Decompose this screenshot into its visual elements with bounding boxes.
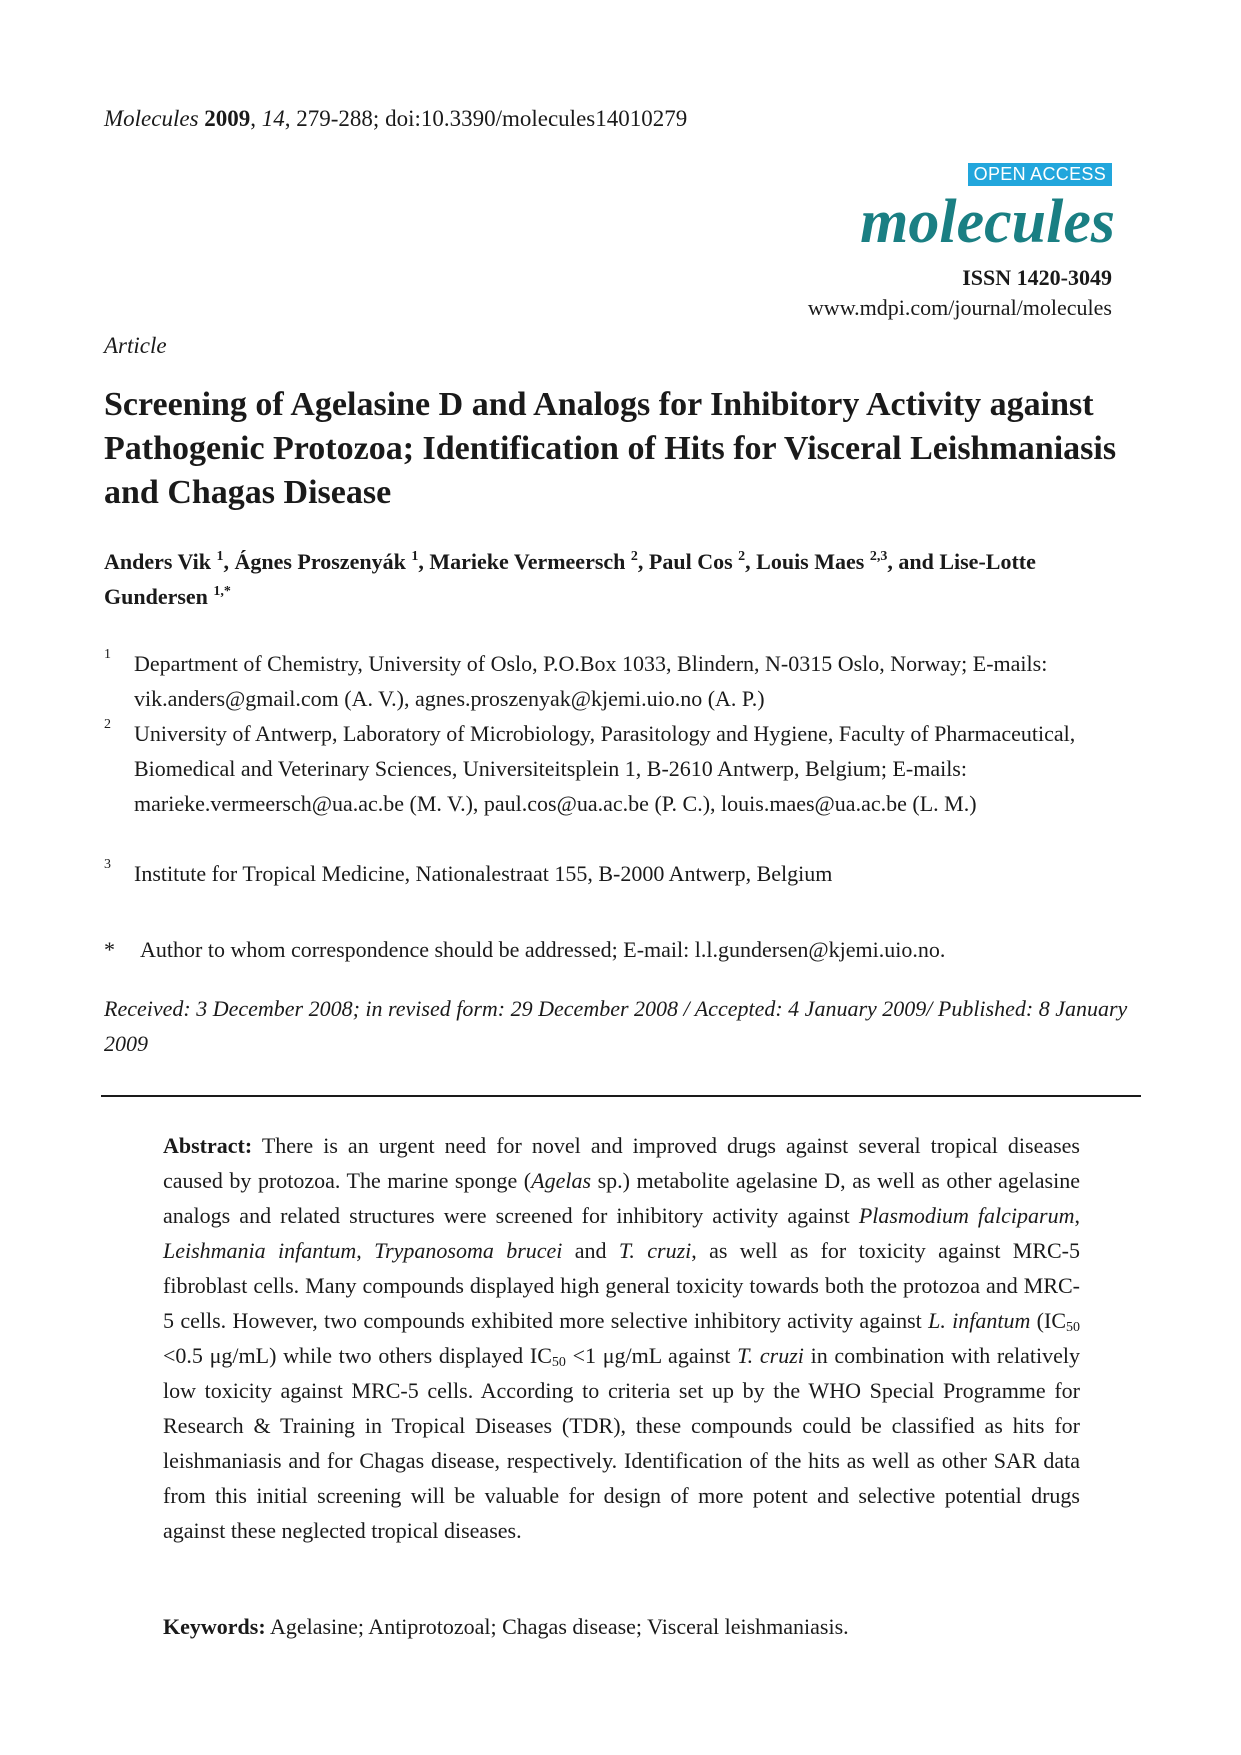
citation-line: Molecules 2009, 14, 279-288; doi:10.3390/molecules14010279 — [104, 106, 688, 131]
abstract-text: in combination with relatively low toxicity against MRC-5 cells. According to criteria set up by the WHO Special Programme for Research & Training in Tropical Diseases (TDR), these compounds could be classified as hits for leishmaniasis and for Chagas disease, respectively. Identification of the hits as well as other SAR data from this initial screening will be valuable for design of more potent and selective potential drugs against these neglected tropical diseases. — [163, 1343, 1080, 1543]
author-name: Ágnes Proszenyák — [234, 549, 406, 574]
affiliation-2 — [104, 716, 1104, 821]
abstract-text: sp.) metabolite agelasine D, as well as other agelasine analogs and related structures were screened for inhibitory activity against — [163, 1168, 1080, 1228]
abstract-text: and — [562, 1238, 619, 1263]
journal-logo-text: molecules — [860, 188, 1115, 256]
keywords — [163, 1612, 1080, 1642]
keywords-label: Keywords: — [163, 1614, 266, 1639]
correspondence-mark: * — [104, 937, 115, 962]
author-affiliation-mark: 1,* — [213, 584, 231, 599]
abstract-text: , as well as for toxicity against MRC-5 fibroblast cells. Many compounds displayed high general toxicity towards both the protozoa and MRC-5 cells. However, two compounds exhibited more selective inhibitory activity against — [163, 1238, 1080, 1333]
issn: ISSN 1420-3049 — [962, 265, 1112, 290]
abstract-subscript: 50 — [551, 1355, 566, 1370]
correspondence-text: Author to whom correspondence should be addressed; E-mail: l.l.gundersen@kjemi.uio.no. — [140, 937, 946, 962]
article-type: Article — [104, 333, 167, 358]
author-name: Louis Maes — [756, 549, 865, 574]
author-separator: , — [223, 549, 235, 574]
abstract — [163, 1128, 1080, 1548]
author-affiliation-mark: 2 — [630, 549, 638, 564]
affiliation-text: University of Antwerp, Laboratory of Microbiology, Parasitology and Hygiene, Faculty of Pharmaceutical, Biomedical and Veterinary Sciences, Universiteitsplein 1, B-2610 Antwerp, Belgium; E-mails: marieke.vermeersch@ua.ac.be (M. V.), paul.cos@ua.ac.be (P. C.), louis.maes@ua.ac.be (L. M.) — [134, 721, 1076, 816]
keywords-text: Agelasine; Antiprotozoal; Chagas disease; Visceral leishmaniasis. — [265, 1614, 849, 1639]
abstract-label: Abstract: — [163, 1133, 253, 1158]
header-divider — [101, 1095, 1141, 1097]
abstract-text: There is an urgent need for novel and improved drugs against several tropical diseases caused by protozoa. The marine sponge ( — [163, 1133, 1080, 1193]
author-name: Lise-Lotte Gundersen — [104, 549, 1036, 609]
citation-volume: 14 — [261, 106, 285, 131]
publication-dates: Received: 3 December 2008; in revised form: 29 December 2008 / Accepted: 4 January 2009/ Published: 8 January 2009 — [104, 996, 1128, 1056]
author-affiliation-mark: 2 — [738, 549, 746, 564]
abstract-species: T. cruzi — [737, 1343, 804, 1368]
citation-journal: Molecules — [104, 106, 199, 131]
abstract-text: (IC — [1030, 1308, 1067, 1333]
affiliation-number: 2 — [104, 717, 111, 732]
author-name: Marieke Vermeersch — [429, 549, 626, 574]
abstract-species: L. infantum — [928, 1308, 1031, 1333]
affiliation-text: Institute for Tropical Medicine, Nationalestraat 155, B-2000 Antwerp, Belgium — [134, 861, 833, 886]
author-separator: , — [745, 549, 757, 574]
abstract-text: <1 μg/mL against — [565, 1343, 738, 1368]
affiliation-1 — [104, 646, 1104, 716]
affiliation-3 — [104, 856, 1104, 891]
citation-pages-doi: , 279-288; doi:10.3390/molecules14010279 — [284, 106, 688, 131]
author-affiliation-mark: 2,3 — [869, 549, 888, 564]
author-name: Anders Vik — [104, 549, 211, 574]
abstract-species: Leishmania infantum — [163, 1238, 357, 1263]
abstract-species: Plasmodium falciparum — [858, 1203, 1075, 1228]
abstract-species: Trypanosoma brucei — [374, 1238, 563, 1263]
affiliation-number: 3 — [104, 857, 111, 872]
author-separator: , and — [887, 549, 940, 574]
citation-year: 2009 — [204, 106, 251, 131]
author-separator: , — [418, 549, 430, 574]
abstract-species: T. cruzi — [618, 1238, 692, 1263]
correspondence-note — [104, 935, 1144, 965]
journal-url: www.mdpi.com/journal/molecules — [807, 295, 1112, 320]
affiliation-text: Department of Chemistry, University of Oslo, P.O.Box 1033, Blindern, N-0315 Oslo, Norway; E-mails: vik.anders@gmail.com (A. V.), agnes.proszenyak@kjemi.uio.no (A. P.) — [134, 651, 1048, 711]
author-list — [104, 544, 1134, 614]
paper-title: Screening of Agelasine D and Analogs for Inhibitory Activity against Pathogenic Protozoa; Identification of Hits for Visceral Leishmaniasis and Chagas Disease — [104, 386, 1117, 511]
abstract-text: <0.5 μg/mL) while two others displayed IC — [163, 1343, 552, 1368]
author-separator: , — [637, 549, 649, 574]
affiliation-number: 1 — [104, 647, 111, 662]
author-affiliation-mark: 1 — [216, 549, 224, 564]
open-access-badge: OPEN ACCESS — [968, 163, 1112, 186]
author-affiliation-mark: 1 — [411, 549, 419, 564]
abstract-species: Agelas — [531, 1168, 592, 1193]
abstract-subscript: 50 — [1066, 1320, 1081, 1335]
author-name: Paul Cos — [648, 549, 733, 574]
abstract-text: , — [1074, 1203, 1080, 1228]
abstract-text: , — [356, 1238, 375, 1263]
